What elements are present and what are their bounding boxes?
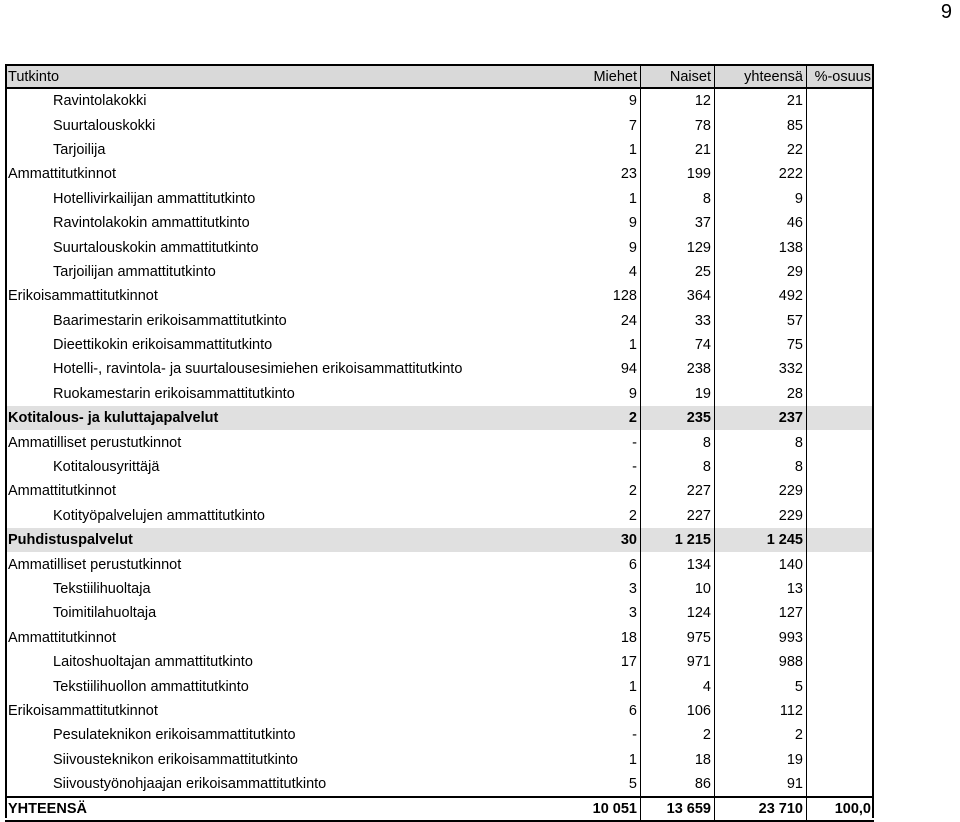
row-name: Suurtalouskokki [53, 117, 156, 134]
row-miehet: 24 [569, 309, 641, 333]
row-naiset: 78 [641, 113, 715, 137]
row-name: Ammattitutkinnot [8, 166, 116, 183]
table-row [5, 357, 874, 381]
row-name: Baarimestarin erikoisammattitutkinto [53, 312, 287, 329]
row-yhteensa: 127 [715, 601, 807, 625]
row-osuus [807, 552, 874, 576]
header-miehet: Miehet [569, 66, 641, 87]
table-row [5, 406, 874, 430]
row-yhteensa: 9 [715, 187, 807, 211]
row-osuus [807, 650, 874, 674]
row-osuus [807, 430, 874, 454]
row-name: Laitoshuoltajan ammattitutkinto [53, 654, 253, 671]
row-osuus [807, 772, 874, 796]
table-row [5, 504, 874, 528]
row-name: Tekstiilihuollon ammattitutkinto [53, 678, 249, 695]
total-row [5, 796, 874, 822]
row-name: Ammattitutkinnot [8, 629, 116, 646]
row-miehet: 1 [569, 138, 641, 162]
row-miehet: 3 [569, 601, 641, 625]
row-naiset: 364 [641, 284, 715, 308]
row-naiset: 227 [641, 504, 715, 528]
table-row [5, 162, 874, 186]
row-naiset: 2 [641, 723, 715, 747]
table-row [5, 772, 874, 796]
table-row [5, 650, 874, 674]
row-osuus [807, 674, 874, 698]
row-name: Erikoisammattitutkinnot [8, 288, 158, 305]
row-name: Ammatilliset perustutkinnot [8, 434, 182, 451]
row-miehet: 1 [569, 674, 641, 698]
row-miehet: 1 [569, 748, 641, 772]
row-miehet: 9 [569, 235, 641, 259]
row-yhteensa: 1 245 [715, 528, 807, 552]
row-name: Ruokamestarin erikoisammattitutkinto [53, 385, 295, 402]
row-yhteensa: 8 [715, 430, 807, 454]
row-yhteensa: 91 [715, 772, 807, 796]
row-naiset: 227 [641, 479, 715, 503]
row-yhteensa: 8 [715, 455, 807, 479]
table-row [5, 309, 874, 333]
row-naiset: 37 [641, 211, 715, 235]
row-yhteensa: 222 [715, 162, 807, 186]
row-osuus [807, 601, 874, 625]
row-naiset: 199 [641, 162, 715, 186]
header-naiset: Naiset [641, 66, 715, 87]
row-osuus [807, 723, 874, 747]
row-naiset: 975 [641, 626, 715, 650]
row-miehet: - [569, 455, 641, 479]
row-naiset: 8 [641, 187, 715, 211]
table-header [5, 64, 874, 89]
table-row [5, 748, 874, 772]
row-miehet: - [569, 430, 641, 454]
table-row [5, 187, 874, 211]
row-osuus [807, 528, 874, 552]
row-name: Tarjoilija [53, 141, 106, 158]
row-yhteensa: 229 [715, 504, 807, 528]
row-yhteensa: 29 [715, 260, 807, 284]
row-name: Dieettikokin erikoisammattitutkinto [53, 337, 273, 354]
row-yhteensa: 13 [715, 577, 807, 601]
total-naiset: 13 659 [641, 798, 715, 820]
row-naiset: 33 [641, 309, 715, 333]
statistics-table [5, 64, 874, 822]
row-yhteensa: 5 [715, 674, 807, 698]
row-naiset: 134 [641, 552, 715, 576]
row-naiset: 238 [641, 357, 715, 381]
row-osuus [807, 235, 874, 259]
row-naiset: 19 [641, 382, 715, 406]
row-naiset: 124 [641, 601, 715, 625]
row-name: Pesulateknikon erikoisammattitutkinto [53, 727, 296, 744]
row-naiset: 86 [641, 772, 715, 796]
row-name: Suurtalouskokin ammattitutkinto [53, 239, 259, 256]
row-osuus [807, 626, 874, 650]
row-miehet: 17 [569, 650, 641, 674]
row-name: Ravintolakokki [53, 93, 147, 110]
row-yhteensa: 988 [715, 650, 807, 674]
row-naiset: 235 [641, 406, 715, 430]
row-yhteensa: 993 [715, 626, 807, 650]
row-miehet: 2 [569, 504, 641, 528]
row-miehet: 9 [569, 89, 641, 113]
table-row [5, 333, 874, 357]
table-row [5, 479, 874, 503]
row-osuus [807, 504, 874, 528]
row-osuus [807, 748, 874, 772]
row-miehet: 128 [569, 284, 641, 308]
total-yhteensa: 23 710 [715, 798, 807, 820]
row-naiset: 25 [641, 260, 715, 284]
row-naiset: 129 [641, 235, 715, 259]
row-name: Ravintolakokin ammattitutkinto [53, 215, 250, 232]
header-tutkinto: Tutkinto [8, 68, 60, 85]
total-label: YHTEENSÄ [8, 801, 87, 818]
row-osuus [807, 455, 874, 479]
row-naiset: 4 [641, 674, 715, 698]
row-naiset: 12 [641, 89, 715, 113]
row-name: Toimitilahuoltaja [53, 605, 157, 622]
row-yhteensa: 85 [715, 113, 807, 137]
row-naiset: 106 [641, 699, 715, 723]
row-miehet: 6 [569, 699, 641, 723]
row-naiset: 8 [641, 455, 715, 479]
row-yhteensa: 229 [715, 479, 807, 503]
row-yhteensa: 57 [715, 309, 807, 333]
row-name: Kotitalousyrittäjä [53, 459, 160, 476]
row-miehet: 5 [569, 772, 641, 796]
row-osuus [807, 479, 874, 503]
row-osuus [807, 211, 874, 235]
table-row [5, 235, 874, 259]
row-osuus [807, 89, 874, 113]
row-name: Siivoustyönohjaajan erikoisammattitutkinto [53, 776, 327, 793]
row-name: Puhdistuspalvelut [8, 532, 133, 549]
row-osuus [807, 260, 874, 284]
table-row [5, 528, 874, 552]
row-miehet: 9 [569, 211, 641, 235]
row-yhteensa: 46 [715, 211, 807, 235]
row-yhteensa: 332 [715, 357, 807, 381]
table-row [5, 626, 874, 650]
row-osuus [807, 284, 874, 308]
row-osuus [807, 357, 874, 381]
row-osuus [807, 382, 874, 406]
row-name: Siivousteknikon erikoisammattitutkinto [53, 751, 298, 768]
row-osuus [807, 162, 874, 186]
row-miehet: 4 [569, 260, 641, 284]
table-row [5, 284, 874, 308]
row-yhteensa: 19 [715, 748, 807, 772]
row-yhteensa: 75 [715, 333, 807, 357]
row-yhteensa: 138 [715, 235, 807, 259]
table-row [5, 138, 874, 162]
row-yhteensa: 21 [715, 89, 807, 113]
row-miehet: 9 [569, 382, 641, 406]
total-osuus: 100,0 [834, 801, 871, 818]
row-miehet: 7 [569, 113, 641, 137]
table-row [5, 382, 874, 406]
row-naiset: 10 [641, 577, 715, 601]
row-naiset: 971 [641, 650, 715, 674]
row-osuus [807, 138, 874, 162]
row-osuus [807, 406, 874, 430]
row-osuus [807, 699, 874, 723]
row-miehet: 6 [569, 552, 641, 576]
row-osuus [807, 333, 874, 357]
table-row [5, 455, 874, 479]
table-row [5, 723, 874, 747]
row-osuus [807, 309, 874, 333]
row-naiset: 21 [641, 138, 715, 162]
total-miehet: 10 051 [569, 798, 641, 820]
row-yhteensa: 28 [715, 382, 807, 406]
row-name: Ammatilliset perustutkinnot [8, 556, 182, 573]
row-name: Erikoisammattitutkinnot [8, 702, 158, 719]
header-yhteensa: yhteensä [715, 66, 807, 87]
row-naiset: 8 [641, 430, 715, 454]
header-osuus: %-osuus [814, 68, 871, 85]
table-row [5, 430, 874, 454]
row-yhteensa: 237 [715, 406, 807, 430]
table-row [5, 674, 874, 698]
row-name: Hotellivirkailijan ammattitutkinto [53, 190, 256, 207]
row-miehet: 30 [569, 528, 641, 552]
row-osuus [807, 577, 874, 601]
row-naiset: 74 [641, 333, 715, 357]
table-row [5, 113, 874, 137]
row-miehet: 94 [569, 357, 641, 381]
table-row [5, 552, 874, 576]
row-name: Hotelli-, ravintola- ja suurtalousesimiehen erikoisammattitutkinto [53, 361, 463, 378]
row-miehet: 1 [569, 333, 641, 357]
table-row [5, 89, 874, 113]
table-row [5, 577, 874, 601]
row-miehet: 2 [569, 479, 641, 503]
row-yhteensa: 140 [715, 552, 807, 576]
row-naiset: 18 [641, 748, 715, 772]
row-miehet: 3 [569, 577, 641, 601]
table-row [5, 699, 874, 723]
row-miehet: 18 [569, 626, 641, 650]
row-name: Ammattitutkinnot [8, 483, 116, 500]
row-name: Tekstiilihuoltaja [53, 581, 151, 597]
row-name: Kotityöpalvelujen ammattitutkinto [53, 507, 265, 524]
page-number: 9 [940, 1, 952, 23]
row-yhteensa: 112 [715, 699, 807, 723]
row-name: Tarjoilijan ammattitutkinto [53, 263, 216, 280]
row-osuus [807, 113, 874, 137]
table-row [5, 601, 874, 625]
row-miehet: 1 [569, 187, 641, 211]
row-yhteensa: 2 [715, 723, 807, 747]
row-miehet: 23 [569, 162, 641, 186]
row-miehet: 2 [569, 406, 641, 430]
row-name: Kotitalous- ja kuluttajapalvelut [8, 410, 219, 427]
table-row [5, 260, 874, 284]
row-miehet: - [569, 723, 641, 747]
table-row [5, 211, 874, 235]
row-yhteensa: 22 [715, 138, 807, 162]
row-osuus [807, 187, 874, 211]
row-yhteensa: 492 [715, 284, 807, 308]
row-naiset: 1 215 [641, 528, 715, 552]
